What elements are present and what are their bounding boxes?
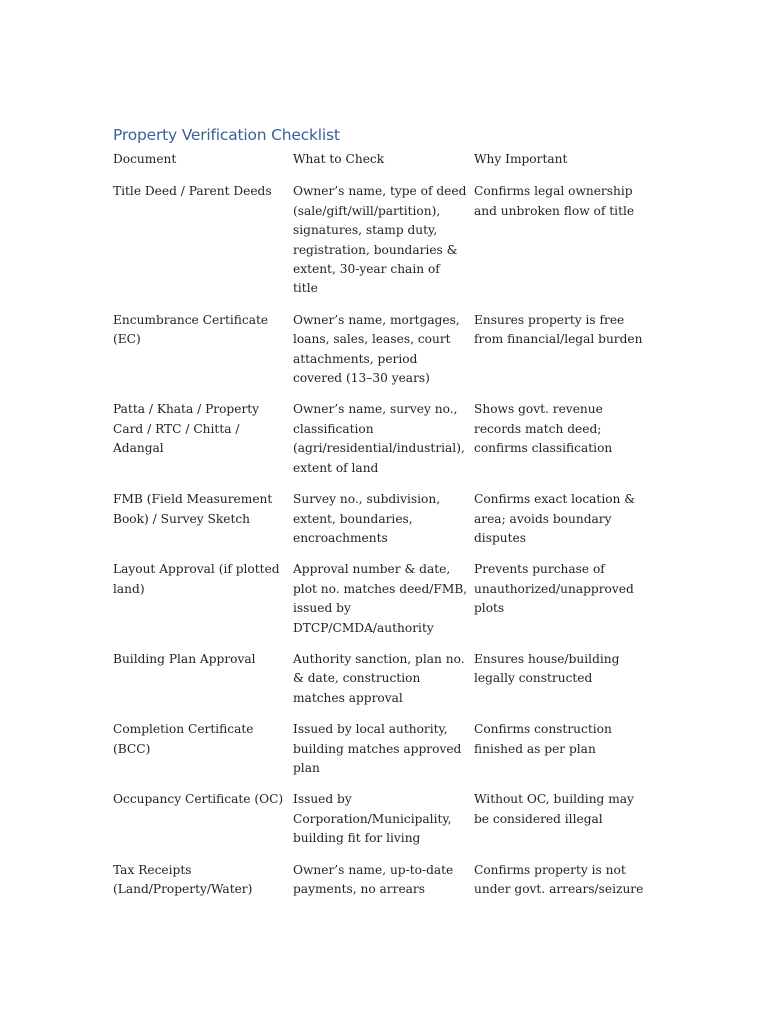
table-row xyxy=(113,720,653,790)
page-title: Property Verification Checklist xyxy=(113,126,340,144)
what-to-check-cell: Issued by local authority, building matches approved plan xyxy=(293,722,462,775)
document-cell: Encumbrance Certificate (EC) xyxy=(113,312,269,347)
why-important-cell: Shows govt. revenue records match deed; confirms classification xyxy=(474,402,613,456)
table-header-row xyxy=(113,150,653,182)
document-page xyxy=(113,124,653,911)
what-to-check-cell: Survey no., subdivision, extent, boundaries, encroachments xyxy=(293,492,441,545)
why-important-cell: Ensures property is free from financial/legal burden xyxy=(474,312,643,347)
what-to-check-cell: Owner’s name, survey no., classification (agri/residential/industrial), extent of land xyxy=(293,402,465,475)
column-header-what-to-check: What to Check xyxy=(293,152,385,166)
what-to-check-cell: Owner’s name, mortgages, loans, sales, leases, court attachments, period covered (13–30 years) xyxy=(293,312,460,386)
document-cell: FMB (Field Measurement Book) / Survey Sketch xyxy=(113,492,273,526)
checklist-table xyxy=(113,150,653,911)
document-cell: Occupancy Certificate (OC) xyxy=(113,792,284,807)
why-important-cell: Ensures house/building legally constructed xyxy=(474,651,620,686)
table-row xyxy=(113,650,653,720)
document-cell: Title Deed / Parent Deeds xyxy=(113,184,272,199)
what-to-check-cell: Approval number & date, plot no. matches deed/FMB, issued by DTCP/CMDA/authority xyxy=(293,562,468,635)
what-to-check-cell: Owner’s name, type of deed (sale/gift/will/partition), signatures, stamp duty, registration, boundaries & extent, 30-year chain of title xyxy=(293,184,467,296)
document-cell: Layout Approval (if plotted land) xyxy=(113,562,280,596)
column-header-document: Document xyxy=(113,152,177,166)
what-to-check-cell: Issued by Corporation/Municipality, building fit for living xyxy=(293,792,452,846)
table-row xyxy=(113,560,653,650)
why-important-cell: Confirms property is not under govt. arrears/seizure xyxy=(474,862,644,896)
why-important-cell: Confirms legal ownership and unbroken flow of title xyxy=(474,184,635,218)
table-row xyxy=(113,311,653,401)
document-cell: Tax Receipts (Land/Property/Water) xyxy=(113,862,253,896)
table-row xyxy=(113,400,653,490)
column-header-why-important: Why Important xyxy=(474,152,568,166)
document-cell: Patta / Khata / Property Card / RTC / Chitta / Adangal xyxy=(113,402,260,456)
table-row xyxy=(113,182,653,310)
table-row xyxy=(113,861,653,912)
what-to-check-cell: Owner’s name, up-to-date payments, no arrears xyxy=(293,862,454,896)
why-important-cell: Without OC, building may be considered illegal xyxy=(474,792,634,826)
why-important-cell: Confirms exact location & area; avoids boundary disputes xyxy=(474,492,636,545)
why-important-cell: Confirms construction finished as per plan xyxy=(474,722,612,756)
what-to-check-cell: Authority sanction, plan no. & date, construction matches approval xyxy=(293,651,465,705)
table-row xyxy=(113,490,653,560)
document-cell: Completion Certificate (BCC) xyxy=(113,722,254,756)
why-important-cell: Prevents purchase of unauthorized/unapproved plots xyxy=(474,562,634,616)
document-cell: Building Plan Approval xyxy=(113,651,256,666)
table-row xyxy=(113,790,653,860)
